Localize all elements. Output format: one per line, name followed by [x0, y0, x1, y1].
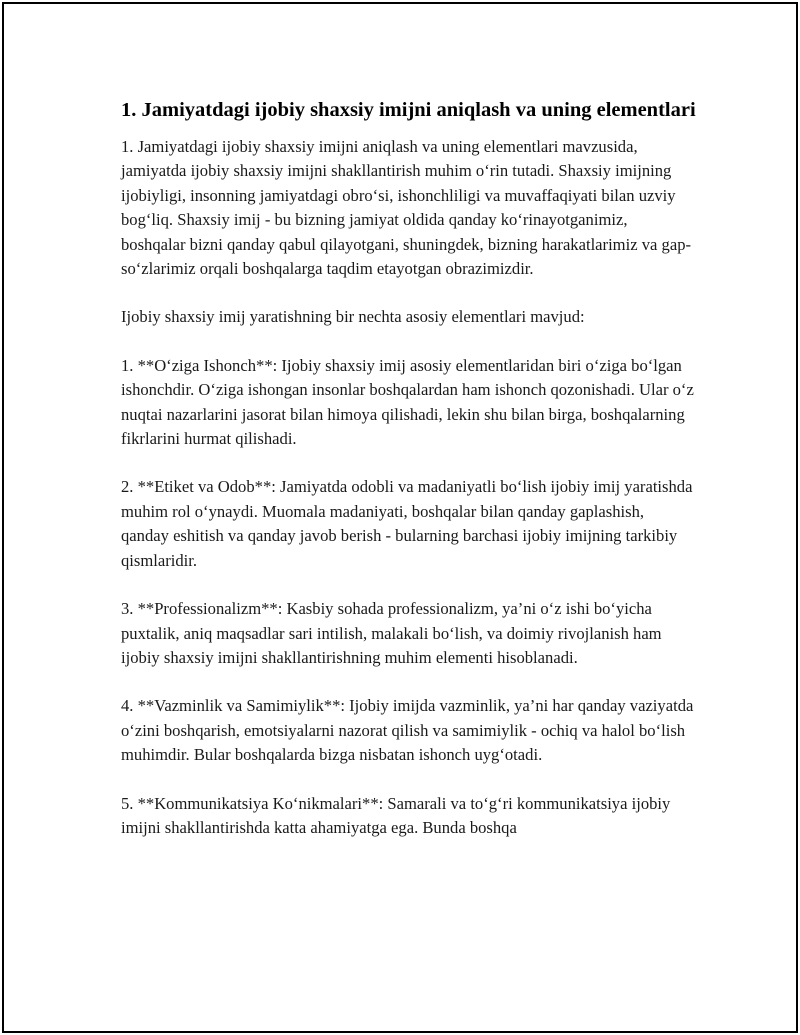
document-body: [121, 96, 696, 864]
intro-paragraph: 1. Jamiyatdagi ijobiy shaxsiy imijni aniqlash va uning elementlari mavzusida, jamiyatda ijobiy shaxsiy imijni shakllantirish muhim o‘rin tutadi. Shaxsiy imijning ijobiyligi, insonning jamiyatdagi obro‘si, ishonchliligi va muvaffaqiyati bilan uzviy bog‘liq. Shaxsiy imij - bu bizning jamiyat oldida qanday ko‘rinayotganimiz, boshqalar bizni qanday qabul qilayotgani, shuningdek, bizning harakatlarimiz va gap-so‘zlarimiz orqali boshqalarga taqdim etayotgan obrazimizdir.: [121, 137, 692, 279]
document-title: 1. Jamiyatdagi ijobiy shaxsiy imijni aniqlash va uning elementlari: [121, 99, 696, 121]
element-1-paragraph: 1. **O‘ziga Ishonch**: Ijobiy shaxsiy imij asosiy elementlaridan biri o‘ziga bo‘lgan ishonchdir. O‘ziga ishongan insonlar boshqalardan ham ishonch qozonishadi. Ular o‘z nuqtai nazarlarini jasorat bilan himoya qilishadi, lekin shu bilan birga, boshqalarning fikrlarini hurmat qilishadi.: [121, 355, 694, 449]
page-frame: [2, 2, 798, 1033]
elements-intro-paragraph: Ijobiy shaxsiy imij yaratishning bir nechta asosiy elementlari mavjud:: [121, 307, 585, 327]
element-3-paragraph: 3. **Professionalizm**: Kasbiy sohada professionalizm, ya’ni o‘z ishi bo‘yicha puxtalik, aniq maqsadlar sari intilish, malakali bo‘lish, va doimiy rivojlanish ham ijobiy shaxsiy imijni shakllantirishning muhim elementi hisoblanadi.: [121, 599, 662, 667]
element-5-paragraph: 5. **Kommunikatsiya Ko‘nikmalari**: Samarali va to‘g‘ri kommunikatsiya ijobiy imijni shakllantirishda katta ahamiyatga ega. Bunda boshqa: [121, 793, 671, 837]
element-4-paragraph: 4. **Vazminlik va Samimiylik**: Ijobiy imijda vazminlik, ya’ni har qanday vaziyatda o‘zini boshqarish, emotsiyalarni nazorat qilish va samimiylik - ochiq va halol bo‘lish muhimdir. Bular boshqalarda bizga nisbatan ishonch uyg‘otadi.: [121, 696, 694, 765]
element-2-paragraph: 2. **Etiket va Odob**: Jamiyatda odobli va madaniyatli bo‘lish ijobiy imij yaratishda muhim rol o‘ynaydi. Muomala madaniyati, boshqalar bilan qanday gaplashish, qanday eshitish va qanday javob berish - bularning barchasi ijobiy imijning tarkibiy qismlaridir.: [121, 477, 693, 570]
